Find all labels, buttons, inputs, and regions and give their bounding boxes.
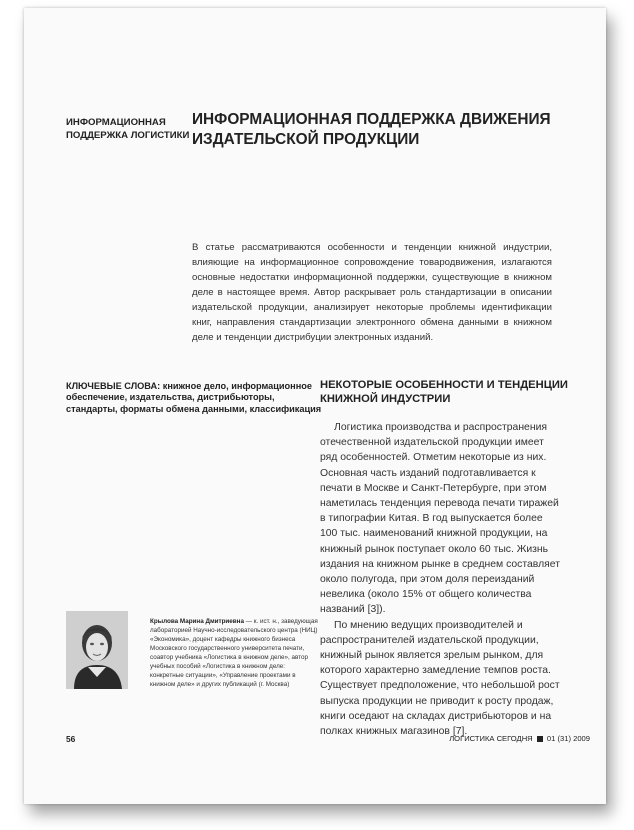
article-abstract: В статье рассматриваются особенности и тенденции книжной индустрии, влияющие на информационное сопровождение товародвижения, излагаются основные недостатки информационной поддержки, существующие в книжном деле в настоящее время. Автор раскрывает роль стандартизации в описании издательской продукции, анализирует некоторые проблемы идентификации книг, направления стандартизации электронного обмена данными в книжном деле и тенденции дистрибуции электронных изданий.	[192, 242, 552, 343]
article-title: ИНФОРМАЦИОННАЯ ПОДДЕРЖКА ДВИЖЕНИЯ ИЗДАТЕЛЬСКОЙ ПРОДУКЦИИ	[192, 111, 551, 148]
author-portrait-icon	[66, 611, 128, 689]
section-label: ИНФОРМАЦИОННАЯ ПОДДЕРЖКА ЛОГИСТИКИ	[66, 117, 190, 141]
square-bullet-icon	[537, 736, 543, 742]
journal-name: ЛОГИСТИКА СЕГОДНЯ	[449, 734, 533, 743]
keywords-block	[66, 381, 328, 415]
paragraph-1: Логистика производства и распространения отечественной издательской продукции имеет ряд особенностей. Отметим некоторые из них. Основная часть изданий подготавливается к печати в Москве и Санкт-Петербурге, при этом наметилась тенденция перевода печати тиражей в типографии Китая. В год выпускается более 100 тыс. наименований книжной продукции, на книжный рынок поступает около 60 тыс. Жизнь издания на книжном рынке в среднем составляет около полугода, при этом доля переизданий невелика (около 15% от общего количества названий [3]).	[320, 422, 560, 616]
author-bio: — к. ист. н., заведующая лабораторией Научно-исследовательского центра (НИЦ) «Экономика», доцент кафедры книжного бизнеса Московского государственного университета печати, соавтор учебника «Логистика в книжном деле», автор учебных пособий «Логистика в книжном деле: конкретные ситуации», «Управление проектами в книжном деле» и других публикаций (г. Москва)	[150, 618, 318, 688]
body-text	[320, 420, 562, 739]
section-heading: НЕКОТОРЫЕ ОСОБЕННОСТИ И ТЕНДЕНЦИИ КНИЖНОЙ ИНДУСТРИИ	[320, 379, 568, 405]
journal-issue: 01 (31) 2009	[546, 734, 590, 743]
keywords-text: книжное дело, информационное обеспечение, издательства, дистрибьюторы, стандарты, форматы обмена данными, классификация	[66, 381, 322, 414]
journal-footer	[449, 734, 590, 743]
author-photo	[66, 611, 128, 689]
paragraph-2: По мнению ведущих производителей и распространителей издательской продукции, книжный рынок является зрелым рынком, для которого характерно замедление темпов роста. Существует предположение, что небольшой рост выпуска продукции не приводит к росту продаж, книги оседают на складах дистрибьюторов и на полках книжных магазинов [7].	[320, 619, 560, 738]
author-info	[150, 617, 320, 689]
keywords-label: КЛЮЧЕВЫЕ СЛОВА:	[66, 381, 161, 391]
author-name: Крылова Марина Дмитриевна	[150, 618, 244, 625]
page-number: 56	[66, 734, 76, 744]
